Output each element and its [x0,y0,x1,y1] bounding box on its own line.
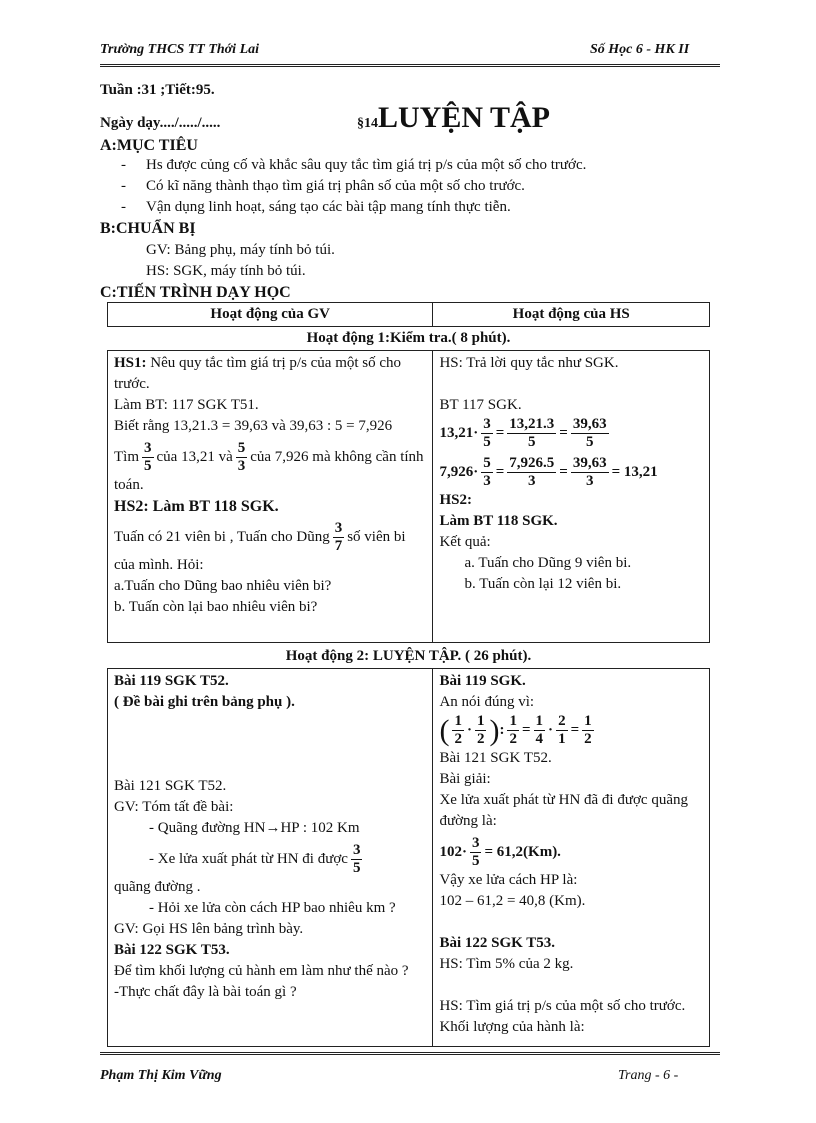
gv-text: số viên bi của mình. Hỏi: [114,528,406,573]
hs-text: Bài 122 SGK T53. [439,935,556,951]
hs2-label: HS2: [439,492,472,508]
table-row [108,669,710,1047]
hs-text: An nói đúng vì: [439,694,535,710]
gv-text: - Quãng đường HN→HP : 102 Km [149,820,360,836]
footer-rule [100,1052,720,1055]
gv-text: của 13,21 và [156,448,233,465]
fraction: $\frac{3}{7}$ [334,520,343,554]
equation: ( $\frac{1}{2}$ · $\frac{1}{2}$ ): $\frac{1}{2}$ = $\frac{1}{4}$ · $\frac{2}{1}$ = $\frac{1}{2}$ [439,713,592,747]
process-heading: C:TIẾN TRÌNH DẠY HỌC [100,284,291,301]
hs-text: Khối lượng của hành là: [439,1019,585,1035]
hs2-label: HS2: Làm BT 118 SGK. [114,498,279,515]
hs-text: HS: Tìm 5% của 2 kg. [439,956,574,972]
objectives-heading: A:MỤC TIÊU [100,137,198,154]
week-lesson: Tuần :31 ;Tiết:95. [100,82,215,98]
gv-text: a.Tuấn cho Dũng bao nhiêu viên bi? [114,578,332,594]
hs1-label: HS1: [114,355,147,371]
table-header-row [108,303,710,327]
act2-hs-cell [433,669,710,1047]
gv-text: GV: Tóm tất đề bài: [114,799,234,815]
objective-text: Hs được củng cố và khắc sâu quy tắc tìm giá trị p/s của một số cho trước. [146,157,587,173]
gv-text: ( Đề bài ghi trên bảng phụ ). [114,694,295,710]
gv-text: -Thực chất đây là bài toán gì ? [114,984,297,1000]
hs-text: b. Tuấn còn lại 12 viên bi. [464,576,622,592]
gv-text: - Xe lửa xuất phát từ HN đi được [149,850,348,867]
fraction: $\frac{3}{5}$ [144,440,152,474]
col-header-hs: Hoạt động của HS [433,303,710,327]
gv-text: Bài 119 SGK T52. [114,673,229,689]
gv-text: Biết rằng 13,21.3 = 39,63 và 39,63 : 5 = 7,926 [114,418,393,434]
header-school: Trường THCS TT Thới Lai [100,42,260,57]
title-text: LUYỆN TẬP [378,101,550,134]
prep-gv: GV: Bảng phụ, máy tính bỏ túi. [146,242,335,258]
act1-gv-cell [108,351,433,643]
hs1-text: Nêu quy tắc tìm giá trị p/s của một số cho trước. [114,355,402,392]
hs-text: Bài 121 SGK T52. [439,750,552,766]
act1-hs-cell [433,351,710,643]
header-subject: Số Học 6 - HK II [590,42,690,57]
hs-text: Kết quả: [439,534,491,550]
lesson-table [107,302,710,1047]
equation: 7,926· $\frac{5}{3}$ = $\frac{7,926.5}{3}$ = $\frac{39,63}{3}$ = 13,21 [439,455,658,489]
hs-text: 102 – 61,2 = 40,8 (Km). [439,893,586,909]
footer-page: Trang - 6 - [618,1068,679,1083]
act2-gv-cell [108,669,433,1047]
gv-text: Tuấn có 21 viên bi , Tuấn cho Dũng [114,528,330,545]
table-row [108,351,710,643]
gv-text: quãng đường . [114,879,201,895]
gv-text: Tìm [114,448,139,465]
objective-item: - Vận dụng linh hoạt, sáng tạo các bài tập mang tính thực tiễn. [121,199,511,215]
gv-text: b. Tuấn còn lại bao nhiêu viên bi? [114,599,318,615]
prep-hs: HS: SGK, máy tính bỏ túi. [146,263,306,279]
gv-text: Bài 121 SGK T52. [114,778,227,794]
prep-heading: B:CHUẨN BỊ [100,220,196,237]
activity-1-label: Hoạt động 1:Kiểm tra.( 8 phút). [108,327,710,351]
hs-text: Bài 119 SGK. [439,673,526,689]
gv-text: Làm BT: 117 SGK T51. [114,397,259,413]
gv-text: Để tìm khối lượng củ hành em làm như thế nào ? [114,963,409,979]
hs-text: HS: Trả lời quy tắc như SGK. [439,355,619,371]
equation: 102· $\frac{3}{5}$ = 61,2(Km). [439,835,561,869]
section-number: §14 [357,116,378,131]
objective-text: Vận dụng linh hoạt, sáng tạo các bài tập mang tính thực tiễn. [146,199,511,215]
gv-text: - Hỏi xe lửa còn cách HP bao nhiêu km ? [149,900,396,916]
hs-text: Vậy xe lửa cách HP là: [439,872,578,888]
gv-text: Bài 122 SGK T53. [114,942,230,958]
gv-text: GV: Gọi HS lên bảng trình bày. [114,921,304,937]
objective-text: Có kĩ năng thành thạo tìm giá trị phân số của một số cho trước. [146,178,525,194]
objective-item: - Có kĩ năng thành thạo tìm giá trị phân số của một số cho trước. [121,178,525,194]
header-rule [100,64,720,67]
fraction: $\frac{3}{5}$ [352,842,361,876]
teaching-date: Ngày dạy..../...../..... [100,115,221,131]
footer-author: Phạm Thị Kim Vững [100,1068,222,1083]
objective-item: - Hs được củng cố và khắc sâu quy tắc tìm giá trị p/s của một số cho trước. [121,157,587,173]
col-header-gv: Hoạt động của GV [108,303,433,327]
equation: 13,21· $\frac{3}{5}$ = $\frac{13,21.3}{5}$ = $\frac{39,63}{5}$ [439,416,607,450]
gv-text: của 7,926 mà không cần tính toán. [114,448,424,493]
activity-2-label: Hoạt động 2: LUYỆN TẬP. ( 26 phút). [108,643,710,669]
hs-text: Xe lửa xuất phát từ HN đã đi được quãng đường là: [439,792,688,829]
hs-text: a. Tuấn cho Dũng 9 viên bi. [464,555,632,571]
hs-text: Bài giải: [439,771,491,787]
hs-text: Làm BT 118 SGK. [439,513,558,529]
fraction: $\frac{5}{3}$ [237,440,246,474]
hs-text: HS: Tìm giá trị p/s của một số cho trước. [439,998,686,1014]
hs-text: BT 117 SGK. [439,397,522,413]
lesson-title [357,101,550,135]
